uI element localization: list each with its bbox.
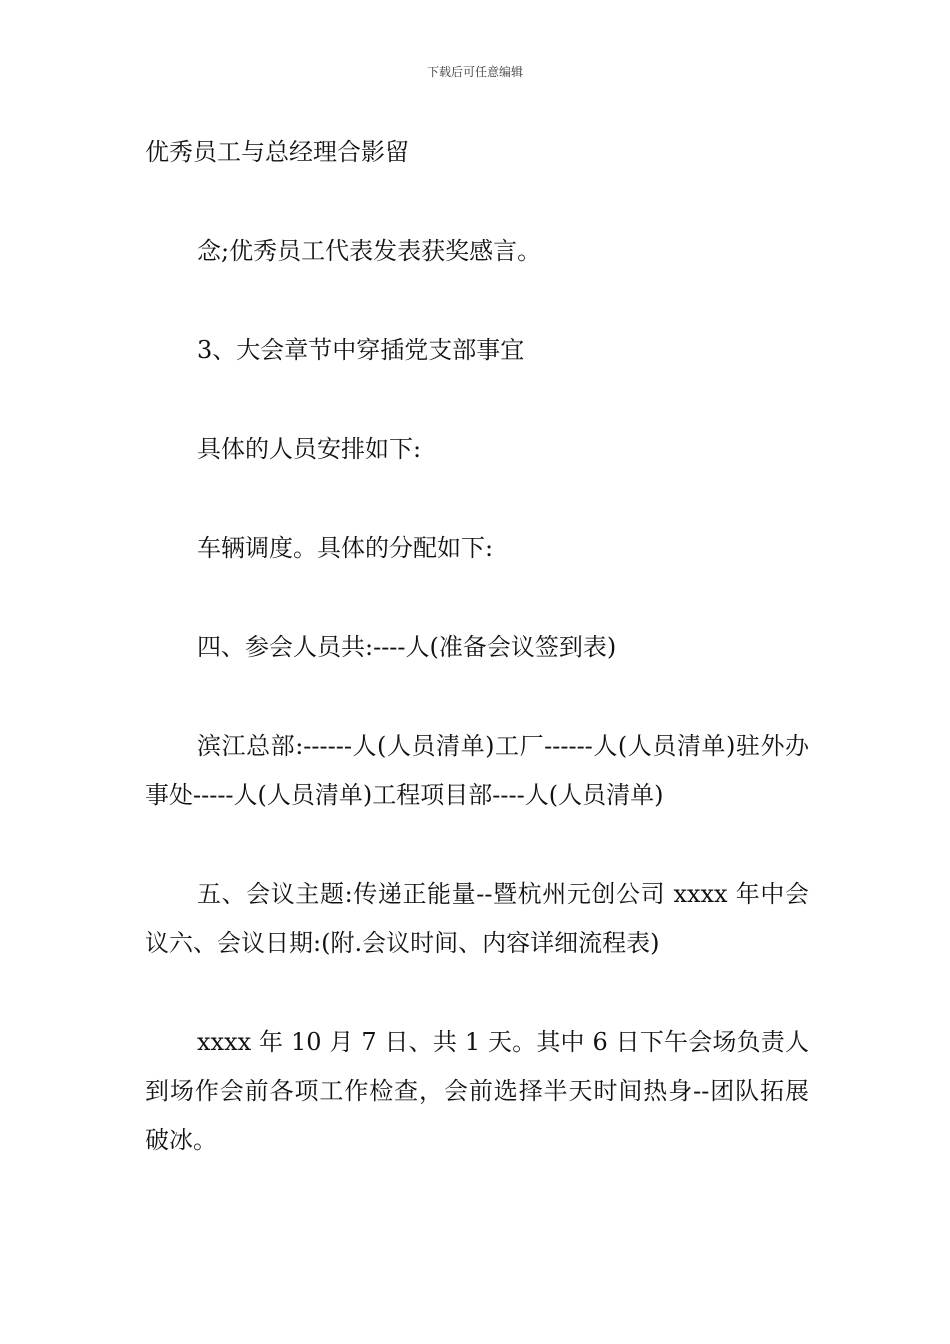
page-header: 下载后可任意编辑 — [426, 65, 523, 79]
paragraph-party-branch: 3、大会章节中穿插党支部事宜 — [197, 336, 525, 364]
document-body — [145, 128, 809, 1165]
section-heading-attendees: 四、参会人员共:----人(准备会议签到表) — [197, 633, 617, 661]
paragraph-award-speech: 念;优秀员工代表发表获奖感言。 — [197, 237, 542, 265]
paragraph-attendee-list: 滨江总部:------人(人员清单)工厂------人(人员清单)驻外办事处-----人(人员清单)工程项目部----人(人员清单) — [145, 732, 809, 809]
paragraph-meeting-theme-date: 五、会议主题:传递正能量--暨杭州元创公司 xxxx 年中会议六、会议日期:(附.会议时间、内容详细流程表) — [145, 880, 809, 957]
paragraph-staff-arrangement: 具体的人员安排如下: — [197, 435, 422, 463]
paragraph-vehicle-dispatch: 车辆调度。具体的分配如下: — [197, 534, 494, 562]
paragraph-photo-session: 优秀员工与总经理合影留 — [145, 138, 409, 166]
paragraph-meeting-schedule: xxxx 年 10 月 7 日、共 1 天。其中 6 日下午会场负责人到场作会前各项工作检查，会前选择半天时间热身--团队拓展破冰。 — [145, 1028, 809, 1154]
